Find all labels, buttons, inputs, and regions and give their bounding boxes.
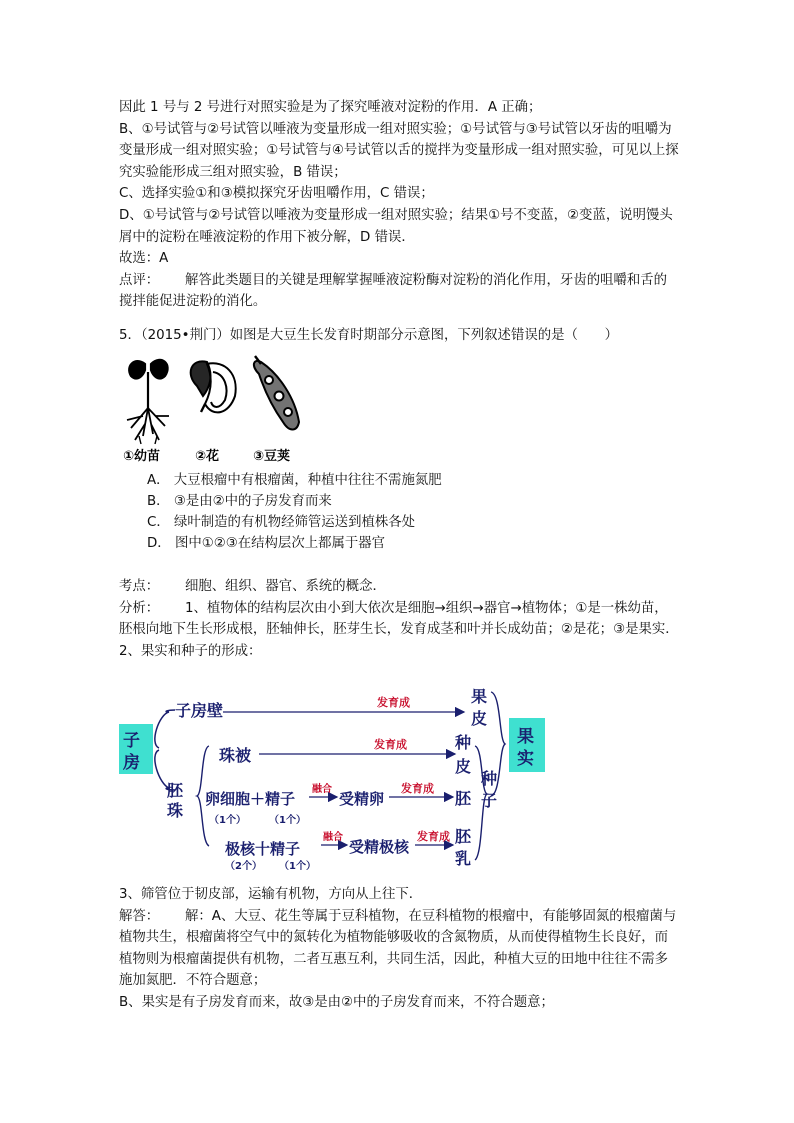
seed-coat-char-2: 皮	[455, 757, 472, 776]
analysis-item-2: 2、果实和种子的形成：	[119, 643, 262, 659]
text-line: C、选择实验①和③模拟探究牙齿咀嚼作用，C 错误；	[119, 186, 434, 202]
polar-sperm-label: 极核十精子	[225, 840, 301, 858]
sperm-count-2: （1个）	[279, 861, 316, 870]
fruit-char-1: 果	[517, 727, 534, 747]
ovary-char-1: 子	[123, 731, 140, 751]
fruit-seed-diagram	[119, 684, 551, 870]
figure-label-pod: ③豆荚	[253, 449, 291, 464]
brace-top	[155, 710, 175, 748]
flower-icon	[191, 361, 236, 412]
endosperm-char-2: 乳	[455, 849, 472, 868]
comment-text: 解答此类题目的关键是理解掌握唾液淀粉酶对淀粉的消化作用，牙齿的咀嚼和舌的搅拌能促进淀粉的消化。	[119, 272, 668, 310]
ovule-char-1: 胚	[167, 781, 184, 800]
kaodian-text: 细胞、组织、器官、系统的概念．	[185, 579, 386, 594]
integument-label: 珠被	[219, 746, 252, 765]
text-line: 故选：A	[119, 251, 169, 267]
egg-sperm-label: 卵细胞＋精子	[205, 790, 296, 808]
develop-label-3: 发育成	[401, 782, 434, 795]
question-stem-text: 5．（2015•荆门）如图是大豆生长发育时期部分示意图，下列叙述错误的是（ ）	[119, 328, 619, 343]
option-a: A． 大豆根瘤中有根瘤菌，种植中往往不需施氮肥	[147, 473, 442, 488]
comment	[119, 270, 679, 313]
figure-label-seedling: ①幼苗	[123, 449, 161, 464]
answer-section	[119, 884, 679, 1014]
question-stem	[119, 325, 679, 347]
jieda-text: 解：A、大豆、花生等属于豆科植物，在豆科植物的根瘤中，有能够固氮的根瘤菌与植物共生，根瘤菌将空气中的氮转化为植物能够吸收的含氮物质，从而使得植物生长良好，而植物则为根瘤菌提供有机物，二者互惠互利，共同生活，因此，种植大豆的田地中往往不需多施加氮肥．不符合题意；	[119, 908, 677, 989]
seed-char-1: 种	[481, 769, 498, 788]
jieda-label: 解答：	[119, 908, 160, 924]
ovary-char-2: 房	[123, 753, 140, 773]
fuse-label-1: 融合	[312, 784, 332, 795]
develop-label-4: 发育成	[417, 830, 450, 843]
analysis-section	[119, 576, 679, 662]
embryo-label: 胚	[455, 789, 472, 808]
fertilized-polar-label: 受精极核	[349, 838, 410, 856]
option-c: C． 绿叶制造的有机物经筛管运送到植株各处	[147, 515, 416, 530]
develop-label-2: 发育成	[374, 738, 407, 751]
seed-coat-char-1: 种	[455, 733, 472, 752]
soybean-figure	[121, 352, 309, 468]
text-line: B、①号试管与②号试管以唾液为变量形成一组对照实验；①号试管与③号试管以牙齿的咀嚼为变量形成一组对照实验；①号试管与④号试管以舌的搅拌为变量形成一组对照实验，可见以上探究实验能形成三组对照实验，B 错误；	[119, 121, 679, 180]
polar-count: （2个）	[225, 861, 262, 870]
analysis-item-3: 3、筛管位于韧皮部，运输有机物，方向从上往下．	[119, 887, 423, 902]
option-b: B． ③是由②中的子房发育而来	[147, 494, 332, 509]
kaodian	[119, 576, 679, 598]
option-d: D． 图中①②③在结构层次上都属于器官	[147, 536, 386, 551]
fenxi	[119, 598, 679, 641]
egg-count: （1个）	[209, 815, 246, 826]
seed-char-2: 子	[481, 791, 498, 810]
previous-answer-text	[119, 97, 679, 313]
pod-icon	[254, 356, 299, 430]
develop-label-1: 发育成	[377, 696, 410, 709]
endosperm-char-1: 胚	[455, 827, 472, 846]
figure-label-flower: ②花	[195, 449, 220, 464]
fenxi-text: 1、植物体的结构层次由小到大依次是细胞→组织→器官→植物体；①是一株幼苗，胚根向地下生长形成根，胚轴伸长，胚芽生长，发育成茎和叶并长成幼苗；②是花；③是果实．	[119, 600, 679, 638]
fuse-label-2: 融合	[323, 832, 343, 843]
fruit-char-2: 实	[517, 749, 534, 769]
pericarp-char-1: 果	[471, 687, 488, 706]
seedling-icon	[127, 360, 169, 444]
pericarp-char-2: 皮	[471, 709, 488, 728]
ovary-wall-label: 子房壁	[175, 701, 224, 720]
ovule-char-2: 珠	[167, 801, 184, 820]
sperm-count: （1个）	[269, 815, 306, 826]
text-line: 因此 1 号与 2 号进行对照实验是为了探究唾液对淀粉的作用．A 正确；	[119, 100, 542, 115]
comment-label: 点评：	[119, 272, 160, 288]
kaodian-label: 考点：	[119, 579, 160, 594]
zygote-label: 受精卵	[339, 790, 385, 808]
answer-b: B、果实是有子房发育而来，故③是由②中的子房发育而来，不符合题意；	[119, 994, 554, 1010]
text-line: D、①号试管与②号试管以唾液为变量形成一组对照实验；结果①号不变蓝，②变蓝，说明馒头屑中的淀粉在唾液淀粉的作用下被分解，D 错误．	[119, 207, 673, 245]
fenxi-label: 分析：	[119, 600, 160, 616]
jieda	[119, 906, 679, 992]
